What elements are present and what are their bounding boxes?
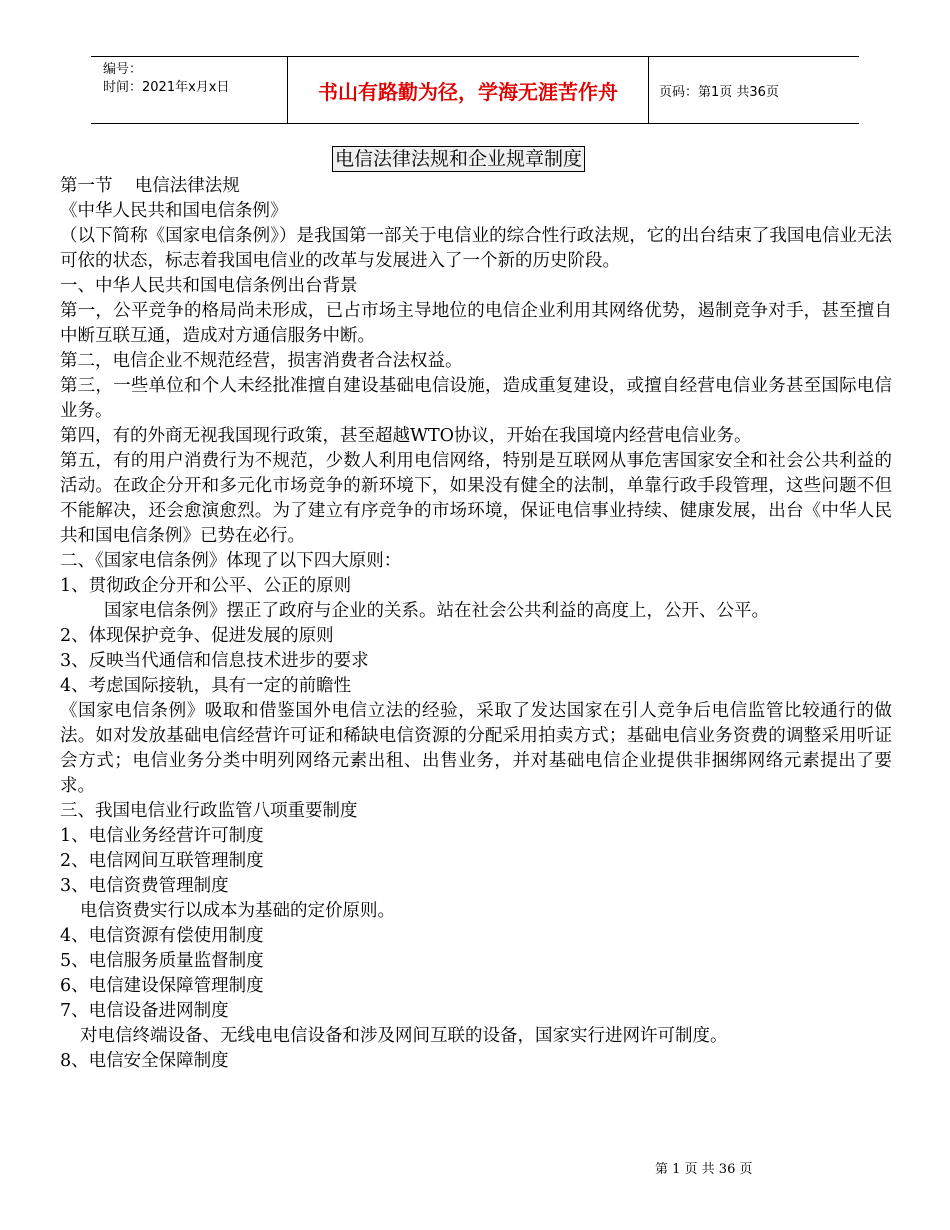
paragraph: 第二，电信企业不规范经营，损害消费者合法权益。 [60,351,463,371]
paragraph: 4、电信资源有偿使用制度 [60,926,264,946]
page-footer: 第 1 页 共 36 页 [655,1162,753,1177]
paragraph: 3、反映当代通信和信息技术进步的要求 [60,651,369,671]
paragraph: 第四，有的外商无视我国现行政策，甚至超越WTO协议，开始在我国境内经营电信业务。 [60,426,752,446]
document-body [60,174,892,1074]
section-heading: 第一节 电信法律法规 [60,176,240,196]
paragraph: 2、电信网间互联管理制度 [60,851,264,871]
tariff-detail: 电信资费实行以成本为基础的定价原则。 [80,901,395,921]
paragraph: 1、电信业务经营许可制度 [60,826,264,846]
time-label: 时间：2021年x月x日 [103,80,230,95]
document-title: 电信法律法规和企业规章制度 [332,146,585,172]
header-motto: 书山有路勤为径，学海无涯苦作舟 [287,57,649,123]
paragraph: 三、我国电信业行政监管八项重要制度 [60,801,358,821]
principle1-detail: 国家电信条例》摆正了政府与企业的关系。站在社会公共利益的高度上，公开、公平。 [104,601,769,621]
paragraph: 1、贯彻政企分开和公平、公正的原则 [60,576,352,596]
paragraph: （以下简称《国家电信条例》）是我国第一部关于电信业的综合性行政法规，它的出台结束了我国电信业无法可依的状态，标志着我国电信业的改革与发展进入了一个新的历史阶段。 [60,226,892,271]
header-page-info: 页码：第1页 共36页 [659,85,779,100]
header-meta [103,61,229,97]
paragraph: 《国家电信条例》吸取和借鉴国外电信立法的经验，采取了发达国家在引人竞争后电信监管比较通行的做法。如对发放基础电信经营许可证和稀缺电信资源的分配采用拍卖方式；基础电信业务资费的调整采用听证会方式；电信业务分类中明列网络元素出租、出售业务，并对基础电信企业提供非捆绑网络元素提出了要求。 [60,701,892,796]
paragraph: 7、电信设备进网制度 [60,1001,229,1021]
paragraph: 2、体现保护竞争、促进发展的原则 [60,626,334,646]
equipment-detail: 对电信终端设备、无线电电信设备和涉及网间互联的设备，国家实行进网许可制度。 [80,1026,728,1046]
paragraph: 4、考虑国际接轨，具有一定的前瞻性 [60,676,352,696]
paragraph: 第一，公平竞争的格局尚未形成，已占市场主导地位的电信企业利用其网络优势，遏制竞争对手，甚至擅自中断互联互通，造成对方通信服务中断。 [60,301,892,346]
paragraph: 二、《国家电信条例》体现了以下四大原则： [60,551,402,571]
paragraph: 《中华人民共和国电信条例》 [60,201,288,221]
paragraph: 8、电信安全保障制度 [60,1051,229,1071]
paragraph: 3、电信资费管理制度 [60,876,229,896]
paragraph: 6、电信建设保障管理制度 [60,976,264,996]
paragraph: 一、中华人民共和国电信条例出台背景 [60,276,358,296]
paragraph: 第五，有的用户消费行为不规范，少数人利用电信网络，特别是互联网从事危害国家安全和社会公共利益的活动。在政企分开和多元化市场竞争的新环境下，如果没有健全的法制，单靠行政手段管理，这些问题不但不能解决，还会愈演愈烈。为了建立有序竞争的市场环境，保证电信事业持续、健康发展，出台《中华人民共和国电信条例》已势在必行。 [60,451,892,546]
number-label: 编号： [103,62,143,77]
paragraph: 第三，一些单位和个人未经批准擅自建设基础电信设施，造成重复建设，或擅自经营电信业务甚至国际电信业务。 [60,376,892,421]
paragraph: 5、电信服务质量监督制度 [60,951,264,971]
page-header [91,56,859,124]
